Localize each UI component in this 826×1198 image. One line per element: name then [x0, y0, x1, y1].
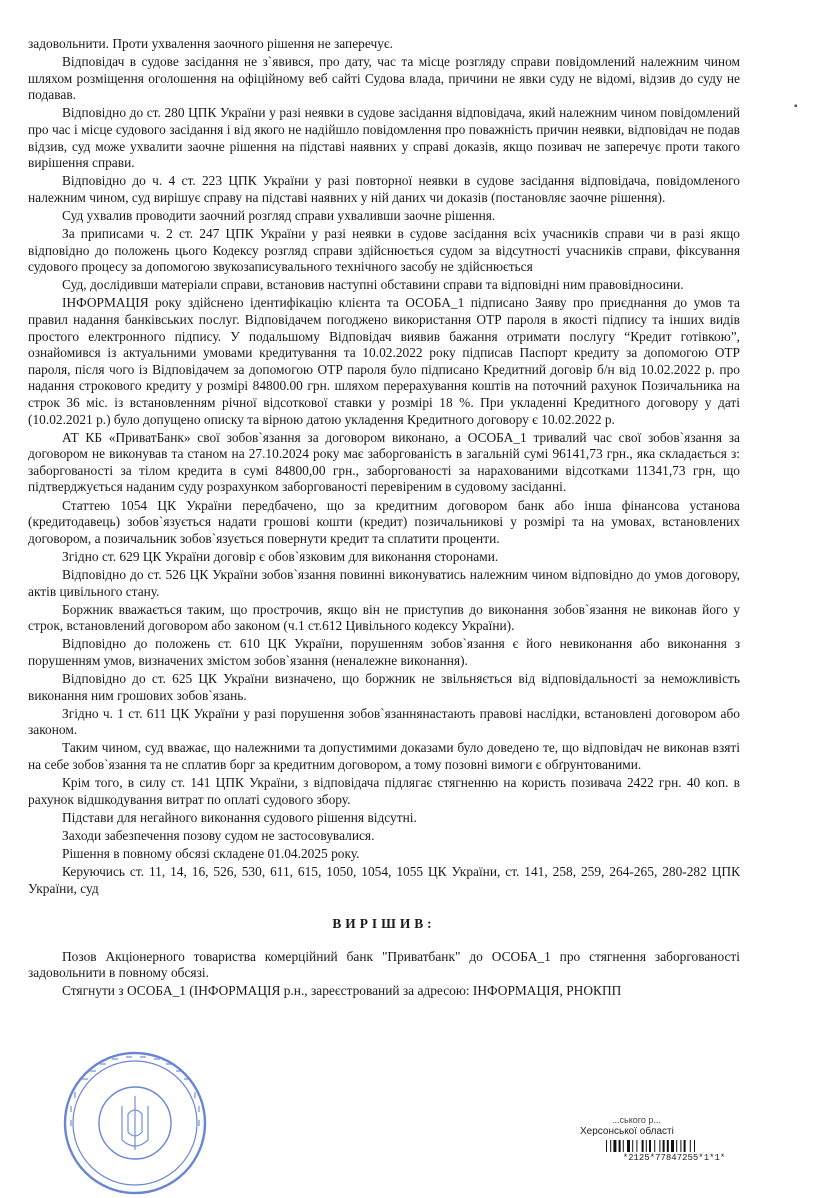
barcode-bar — [619, 1140, 621, 1152]
paragraph: Крім того, в силу ст. 141 ЦПК України, з відповідача підлягає стягненню на користь позивача 2422 грн. 40 коп. в рахунок відшкодування витрат по оплаті судового збору. — [28, 775, 740, 807]
barcode-bar — [671, 1140, 674, 1152]
stamp-court-name: ...ського р... — [612, 1115, 661, 1125]
paragraph: Згідно ч. 1 ст. 611 ЦК України у разі порушення зобов`язаннянастають правові наслідки, встановлені договором або законом. — [28, 705, 740, 738]
barcode-bar — [649, 1140, 651, 1152]
document-body — [28, 36, 740, 1002]
paragraph: задовольнити. Проти ухвалення заочного рішення не заперечує. — [28, 36, 393, 51]
paragraph: Відповідно до ч. 4 ст. 223 ЦПК України у разі повторної неявки в судове засідання відповідача, повідомленого належним чином, суд вирішує справу на підставі наявних у ній даних чи доказів (постановляє заочне рішення). — [28, 173, 740, 205]
court-seal-icon — [60, 1048, 210, 1198]
barcode-bar — [663, 1140, 665, 1152]
paragraph: За приписами ч. 2 ст. 247 ЦПК України у разі неявки в судове засідання всіх учасників справи чи в разі якщо відповідно до положень цього Кодексу розгляд справи здійснюється судом за відсутності учасників справи, фіксування судового процесу за допомогою звукозаписувального технічного засобу не здійснюється — [28, 226, 740, 275]
paragraph: Заходи забезпечення позову судом не застосовувалися. — [62, 827, 375, 843]
paragraph: Стягнути з ОСОБА_1 (ІНФОРМАЦІЯ р.н., зареєстрований за адресою: ІНФОРМАЦІЯ, РНОКПП — [62, 983, 622, 999]
paragraph: Суд ухвалив проводити заочний розгляд справи ухваливши заочне рішення. — [62, 207, 496, 223]
paragraph: Таким чином, суд вважає, що належними та допустимими доказами було доведено те, що відповідач не виконав взяті на себе зобов`язання та не сплатив борг за кредитним договором, а тому позовні вимоги є обґрунтованими. — [28, 740, 740, 772]
barcode-bar — [676, 1140, 677, 1152]
barcode-bar — [623, 1140, 624, 1152]
barcode-bar — [690, 1140, 691, 1152]
paragraph: Відповідач в судове засідання не з`явився, про дату, час та місце розгляду справи повідомлений належним чином шляхом розміщення оголошення на офіційному веб сайті Судова влада, причини не явки суду не відомі, відзив до суду не подавав. — [28, 54, 740, 103]
barcode-bar — [642, 1140, 644, 1152]
decision-heading: ВИРІШИВ: — [332, 916, 436, 932]
paragraph: Відповідно до ст. 526 ЦК України зобов`язання повинні виконуватись належним чином відповідно до умов договору, актів цивільного стану. — [28, 566, 740, 599]
paragraph: Керуючись ст. 11, 14, 16, 526, 530, 611, 615, 1050, 1054, 1055 ЦК України, ст. 141, 258, 259, 264-265, 280-282 ЦПК України, суд — [28, 864, 740, 896]
barcode-bar — [694, 1140, 695, 1152]
paragraph-list — [28, 36, 740, 897]
stamp-region: Херсонської області — [580, 1126, 674, 1137]
barcode-bar — [684, 1140, 686, 1152]
paragraph: Рішення в повному обсязі складене 01.04.2025 року. — [62, 845, 360, 861]
paragraph: АТ КБ «ПриватБанк» свої зобов`язання за договором виконано, а ОСОБА_1 тривалий час свої зобов`язання за договором не виконував та станом на 27.10.2024 року має заборгованість в загальній сумі 96141,73 грн., яка складається з: заборгованості за тілом кредита в сумі 84800,00 грн., заборгованості за нарахованими відсотками 11341,73 грн, що підтверджується наданим суду розрахунком заборгованості перевіреним в судовому засіданні. — [28, 429, 740, 495]
barcode-bar — [610, 1140, 611, 1152]
barcode-bar — [646, 1140, 647, 1152]
barcode-bar — [654, 1140, 655, 1152]
barcode-bar — [680, 1140, 681, 1152]
paragraph: Відповідно до ст. 625 ЦК України визначено, що боржник не звільняється від відповідальності за неможливість виконання ним грошових зобов`язань. — [28, 670, 740, 703]
paragraph: Суд, дослідивши матеріали справи, встановив наступні обставини справи та відповідні ним правовідносини. — [62, 277, 684, 293]
paragraph: Відповідно до ст. 280 ЦПК України у разі неявки в судове засідання відповідача, який належним чином повідомлений про час і місце судового засідання і від якого не надійшло повідомлення про поважність причин неявки, відповідач не подав відзив, суд може ухвалити заочне рішення на підставі наявних у справі доказів, якщо позивач не заперечує проти такого вирішення справи. — [28, 105, 740, 171]
paragraph: Підстави для негайного виконання судового рішення відсутні. — [62, 809, 417, 825]
barcode-bar — [613, 1140, 616, 1152]
paragraph-list-after-heading — [28, 949, 740, 1000]
paragraph: ІНФОРМАЦІЯ року здійснено ідентифікацію клієнта та ОСОБА_1 підписано Заяву про приєднання до умов та правил надання банківських послуг. Відповідачем погоджено використання ОТР пароля в якості підпису та інших видів простого електронного підпису. У подальшому Відповідач виявив бажання отримати послугу “Кредит готівкою”, ознайомився із актуальними умовами кредитування та 10.02.2022 року підписав Паспорт кредиту за допомогою ОТР пароля, після чого із Відповідачем за допомогою ОТР пароля було підписано Кредитний договір б/н від 10.02.2022 р. про надання строкового кредиту у розмірі 84800.00 грн. шляхом перерахування коштів на поточний рахунок Позичальника на строк 36 міс. із встановленням річної відсоткової ставки у розмірі 18 %. При укладенні Кредитного договору у даті (10.02.2021 р.) було допущено описку та вірною датою укладення Кредитного договору є 10.02.2022 р. — [28, 295, 740, 427]
barcode-bar — [667, 1140, 669, 1152]
margin-mark: ▪ — [794, 101, 798, 112]
barcode-bar — [636, 1140, 637, 1152]
court-stamp — [520, 1115, 740, 1138]
paragraph: Боржник вважається таким, що прострочив, якщо він не приступив до виконання зобов`язання не виконав його у строк, встановлений договором або законом (ч.1 ст.612 Цивільного кодексу України). — [28, 601, 740, 634]
barcode-bar — [632, 1140, 633, 1152]
barcode-icon — [606, 1140, 736, 1152]
barcode-number: *2125*77847255*1*1* — [622, 1153, 726, 1163]
paragraph: Відповідно до положень ст. 610 ЦК України, порушенням зобов`язання є його невиконання або виконання з порушенням умов, визначених змістом зобов`язання (неналежне виконання). — [28, 636, 740, 668]
paragraph: Згідно ст. 629 ЦК України договір є обов`язковим для виконання сторонами. — [62, 548, 499, 564]
paragraph: Статтею 1054 ЦК України передбачено, що за кредитним договором банк або інша фінансова установа (кредитодавець) зобов`язується надати грошові кошти (кредит) позичальникові у розмірі та на умовах, встановлених договором, а позичальник зобов`язується повернути кредит та сплатити проценти. — [28, 497, 740, 546]
barcode-bar — [627, 1140, 630, 1152]
barcode-bar — [659, 1140, 660, 1152]
barcode-bar — [606, 1140, 607, 1152]
paragraph: Позов Акціонерного товариства комерційний банк "Приватбанк" до ОСОБА_1 про стягнення заборгованості задовольнити в повному обсязі. — [28, 948, 740, 981]
